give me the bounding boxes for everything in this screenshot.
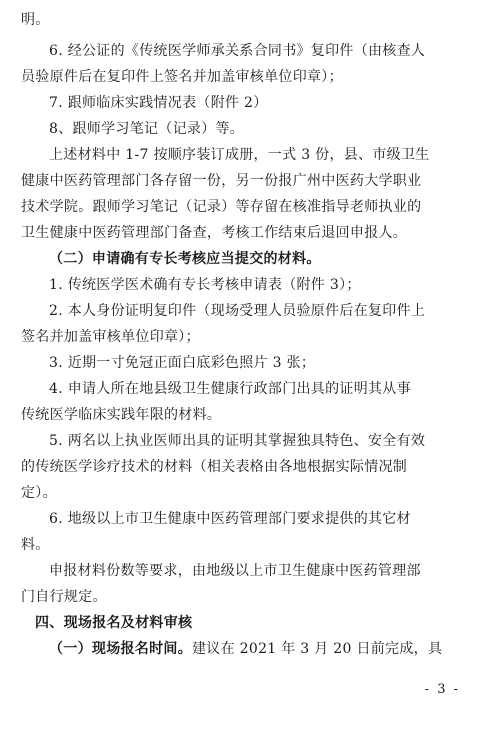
- section-heading: （二）申请确有专长考核应当提交的材料。: [49, 251, 321, 267]
- text-line: 上述材料中 1-7 按顺序装订成册，一式 3 份，县、市级卫生: [49, 147, 430, 163]
- text-line: 的传统医学诊疗技术的材料（相关表格由各地根据实际情况制: [21, 459, 408, 475]
- text-line: 1. 传统医学医术确有专长考核申请表（附件 3）；: [49, 277, 361, 293]
- text-line: [49, 639, 469, 659]
- text-line: 6. 经公证的《传统医学师承关系合同书》复印件（由核查人: [49, 43, 426, 59]
- text-line: 申报材料份数等要求，由地级以上市卫生健康中医药管理部: [49, 563, 421, 579]
- text-line: 料。: [21, 537, 50, 553]
- text-line: 7. 跟师临床实践情况表（附件 2）: [49, 95, 268, 111]
- section-heading: 四、现场报名及材料审核: [35, 615, 193, 631]
- text-line: 传统医学临床实践年限的材料。: [21, 407, 222, 423]
- text-line: 员验原件后在复印件上签名并加盖审核单位印章）；: [21, 69, 343, 85]
- text-line: 3. 近期一寸免冠正面白底彩色照片 3 张；: [49, 355, 316, 371]
- text-line: 定）。: [21, 485, 57, 501]
- page-number: - 3 -: [424, 682, 460, 697]
- text-line: 健康中医药管理部门各存留一份，另一份报广州中医药大学职业: [21, 173, 422, 189]
- text-line: 6. 地级以上市卫生健康中医药管理部门要求提供的其它材: [49, 511, 411, 527]
- subsection-heading: （一）现场报名时间。: [49, 641, 192, 657]
- text-line: 明。: [21, 12, 50, 28]
- text-line: 卫生健康中医药管理部门备查，考核工作结束后退回申报人。: [21, 225, 408, 241]
- text-line: 2. 本人身份证明复印件（现场受理人员验原件后在复印件上: [49, 303, 426, 319]
- text-line: 签名并加盖审核单位印章）；: [21, 329, 200, 345]
- text-line: 门自行规定。: [21, 589, 107, 605]
- text-line: 技术学院。跟师学习笔记（记录）等存留在核准指导老师执业的: [21, 199, 422, 215]
- text-line-continuation: 建议在 2021 年 3 月 20 日前完成，具: [192, 641, 443, 657]
- text-line: 4. 申请人所在地县级卫生健康行政部门出具的证明其从事: [49, 381, 411, 397]
- text-line: 8、跟师学习笔记（记录）等。: [49, 121, 245, 137]
- text-line: 5. 两名以上执业医师出具的证明其掌握独具特色、安全有效: [49, 433, 426, 449]
